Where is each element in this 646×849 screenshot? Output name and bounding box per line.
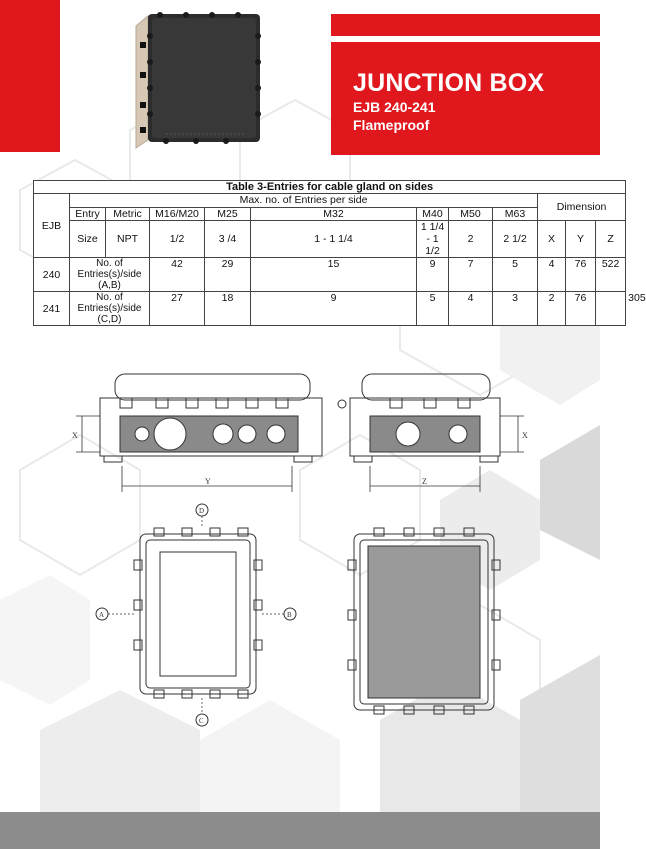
dimension-value: 76 [566,258,596,292]
red-header-band [331,14,600,36]
metric-size: M50 [449,207,493,221]
side-c-label: C [199,717,204,725]
row-description-line: Entries(s)/side [77,269,142,280]
max-entries-header: Max. no. of Entries per side [70,194,538,208]
row-description-line: (A,B) [98,280,121,291]
dimension-x-label-right: X [522,431,528,440]
page-title: JUNCTION BOX [353,69,545,97]
dimension-header: Dimension [538,194,626,221]
metric-size: M16/M20 [150,207,205,221]
size-header: Size [70,221,106,258]
table-row: 241 No. of Entries(s)/side (C,D) 27 18 9 5 4 3 2 76 305 [34,292,626,326]
red-corner-block [0,0,60,152]
dimension-value [596,292,626,326]
side-a-label: A [99,611,105,619]
dimension-col-header: Y [566,221,596,258]
entry-count: 27 [150,292,205,326]
ejb-number: 240 [34,258,70,292]
row-description [70,292,150,326]
junction-box-photo [126,12,266,150]
dimension-x-label: X [72,431,78,440]
entry-count: 4 [538,258,566,292]
ejb-number: 241 [34,292,70,326]
row-description [70,258,150,292]
footer-bar [0,812,600,849]
npt-size: 1 - 1 1/4 [251,221,417,258]
ejb-header: EJB [34,194,70,258]
npt-size: 1 1/4 - 1 1/2 [417,221,449,258]
side-d-label: D [199,507,205,515]
npt-size: 2 [449,221,493,258]
model-number: EJB 240-241 [353,99,436,115]
metric-header: Metric [106,207,150,221]
entry-count: 5 [493,258,538,292]
metric-size: M40 [417,207,449,221]
row-description-line: Entries(s)/side [77,303,142,314]
npt-size: 2 1/2 [493,221,538,258]
entry-count: 29 [205,258,251,292]
row-description-line: No. of [96,258,123,269]
entry-count: 9 [251,292,417,326]
npt-size: 1/2 [150,221,205,258]
dimension-value: 76 [566,292,596,326]
entry-count: 2 [538,292,566,326]
entry-count: 9 [417,258,449,292]
dimension-y-label: Y [205,477,211,486]
metric-size: M25 [205,207,251,221]
entry-count: 4 [449,292,493,326]
side-b-label: B [287,611,292,619]
dimension-col-header: Z [596,221,626,258]
row-description-line: No. of [96,292,123,303]
table-caption: Table 3-Entries for cable gland on sides [34,181,626,194]
entry-count: 42 [150,258,205,292]
side-elevation-drawings [60,360,540,505]
metric-size: M63 [493,207,538,221]
dimension-value: 522 [596,258,626,292]
entry-count: 3 [493,292,538,326]
title-box [331,42,600,155]
npt-size: 3 /4 [205,221,251,258]
entry-header: Entry [70,207,106,221]
entry-count: 18 [205,292,251,326]
entry-count: 7 [449,258,493,292]
front-view-drawings [90,500,510,730]
product-subtitle: Flameproof [353,117,430,133]
entry-count: 15 [251,258,417,292]
table-row [34,258,626,292]
entry-count: 5 [417,292,449,326]
cable-gland-entries-table [33,180,646,326]
dimension-z-label: Z [422,477,427,486]
metric-size: M32 [251,207,417,221]
npt-header: NPT [106,221,150,258]
dimension-col-header: X [538,221,566,258]
row-description-line: (C,D) [97,314,122,325]
